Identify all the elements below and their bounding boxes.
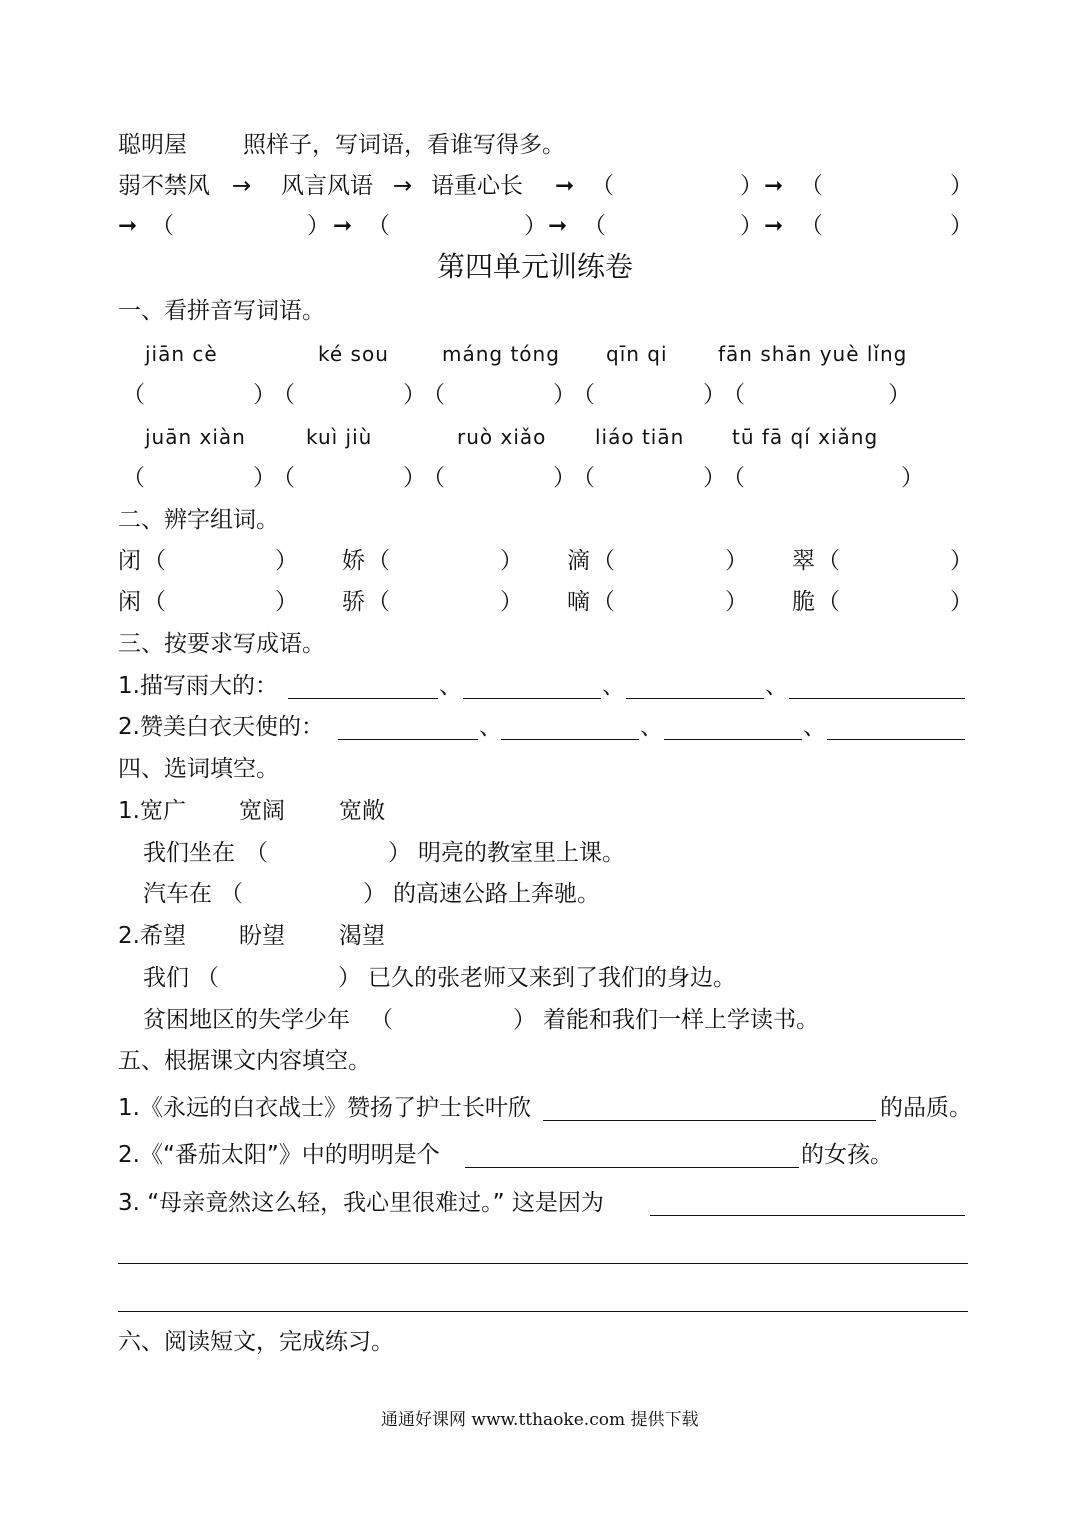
answer-line[interactable] (827, 739, 965, 740)
pinyin: fān shān yuè lǐng (718, 342, 908, 366)
sentence-text: 贫困地区的失学少年 (143, 1007, 350, 1033)
paren-open: （ (572, 382, 595, 408)
pinyin: máng tóng (442, 342, 560, 366)
paren-open: （ (592, 548, 615, 574)
paren-open: （ (122, 465, 145, 491)
paren-open: （ (800, 173, 823, 199)
paren-open: （ (422, 382, 445, 408)
challenge-instruction: 照样子，写词语，看谁写得多。 (243, 132, 565, 158)
paren-close: ） (950, 589, 973, 615)
char: 滴 (567, 548, 590, 574)
paren-open: （ (800, 213, 823, 239)
paren-open: （ (245, 840, 268, 866)
paren-close: ） (703, 465, 726, 491)
paren-open: （ (367, 213, 390, 239)
paren-close: ） (950, 173, 973, 199)
paren-close: ） (307, 213, 330, 239)
sentence-text: 着能和我们一样上学读书。 (543, 1007, 819, 1033)
fill-question-2-end: 的女孩。 (801, 1142, 893, 1168)
paren-close: ） (338, 965, 361, 991)
paren-close: ） (740, 213, 763, 239)
page-title: 第四单元训练卷 (437, 250, 634, 283)
idiom-question-1: 1.描写雨大的： (118, 673, 278, 699)
paren-close: ） (513, 1007, 536, 1033)
paren-close: ） (253, 465, 276, 491)
char: 脆 (792, 589, 815, 615)
separator: 、 (479, 714, 502, 740)
separator: 、 (602, 673, 625, 699)
word-option: 渴望 (339, 923, 385, 949)
paren-open: （ (367, 548, 390, 574)
paren-open: （ (722, 382, 745, 408)
paren-close: ） (725, 548, 748, 574)
answer-line[interactable] (543, 1120, 876, 1121)
sentence-text: 我们坐在 (143, 840, 235, 866)
sentence-text: 我们 (143, 965, 189, 991)
char: 娇 (342, 548, 365, 574)
paren-close: ） (888, 382, 911, 408)
section-4-heading: 四、选词填空。 (118, 756, 279, 782)
challenge-label: 聪明屋 (118, 132, 187, 158)
paren-open: （ (722, 465, 745, 491)
bold-arrow: ➞ (764, 213, 784, 239)
sentence-text: 的高速公路上奔驰。 (393, 881, 600, 907)
word-group-1-label: 1.宽广 (118, 798, 186, 824)
pinyin: jiān cè (145, 342, 218, 366)
pinyin: liáo tiān (595, 425, 685, 449)
paren-close: ） (553, 465, 576, 491)
answer-line[interactable] (338, 739, 478, 740)
word-group-2-label: 2.希望 (118, 923, 186, 949)
answer-line[interactable] (118, 1311, 968, 1312)
bold-arrow: ➞ (118, 213, 138, 239)
paren-close: ） (950, 548, 973, 574)
paren-open: （ (151, 213, 174, 239)
paren-open: （ (817, 548, 840, 574)
thin-arrow: → (393, 173, 413, 199)
paren-close: ） (725, 589, 748, 615)
paren-close: ） (388, 840, 411, 866)
pinyin: juān xiàn (145, 425, 246, 449)
paren-close: ） (403, 465, 426, 491)
bold-arrow: ➞ (548, 213, 568, 239)
paren-open: （ (572, 465, 595, 491)
answer-line[interactable] (664, 739, 802, 740)
footer-credit: 通通好课网 www.tthaoke.com 提供下载 (381, 1410, 699, 1430)
char: 翠 (792, 548, 815, 574)
bold-arrow: ➞ (333, 213, 353, 239)
paren-close: ） (524, 213, 547, 239)
sentence-text: 明亮的教室里上课。 (418, 840, 625, 866)
pinyin: ruò xiǎo (457, 425, 547, 449)
paren-open: （ (592, 589, 615, 615)
section-5-heading: 五、根据课文内容填空。 (118, 1048, 371, 1074)
pinyin: qīn qi (606, 342, 668, 366)
paren-open: （ (272, 465, 295, 491)
bold-arrow: ➞ (764, 173, 784, 199)
fill-question-2: 2.《“番茄太阳”》中的明明是个 (118, 1142, 440, 1168)
idiom-question-2: 2.赞美白衣天使的： (118, 714, 324, 740)
paren-open: （ (272, 382, 295, 408)
answer-line[interactable] (650, 1215, 965, 1216)
paren-close: ） (275, 589, 298, 615)
section-6-heading: 六、阅读短文，完成练习。 (118, 1329, 394, 1355)
paren-close: ） (403, 382, 426, 408)
paren-open: （ (122, 382, 145, 408)
section-3-heading: 三、按要求写成语。 (118, 631, 325, 657)
paren-open: （ (422, 465, 445, 491)
chain-word-1: 弱不禁风 (118, 173, 210, 199)
answer-line[interactable] (118, 1263, 968, 1264)
answer-line[interactable] (463, 698, 601, 699)
answer-line[interactable] (465, 1167, 799, 1168)
paren-open: （ (817, 589, 840, 615)
paren-open: （ (583, 213, 606, 239)
chain-word-3: 语重心长 (431, 173, 523, 199)
bold-arrow: ➞ (555, 173, 575, 199)
paren-close: ） (500, 548, 523, 574)
paren-open: （ (143, 589, 166, 615)
word-option: 宽阔 (239, 798, 285, 824)
fill-question-1: 1.《永远的白衣战士》赞扬了护士长叶欣 (118, 1095, 531, 1121)
paren-open: （ (591, 173, 614, 199)
answer-line[interactable] (501, 739, 639, 740)
paren-close: ） (500, 589, 523, 615)
fill-question-1-end: 的品质。 (880, 1095, 972, 1121)
word-option: 盼望 (239, 923, 285, 949)
sentence-text: 汽车在 (143, 881, 212, 907)
separator: 、 (765, 673, 788, 699)
paren-close: ） (275, 548, 298, 574)
pinyin: ké sou (318, 342, 389, 366)
answer-line[interactable] (789, 698, 965, 699)
chain-word-2: 风言风语 (281, 173, 373, 199)
section-2-heading: 二、辨字组词。 (118, 507, 279, 533)
char: 闭 (118, 548, 141, 574)
paren-close: ） (950, 213, 973, 239)
paren-open: （ (143, 548, 166, 574)
paren-close: ） (703, 382, 726, 408)
pinyin: tū fā qí xiǎng (732, 425, 879, 449)
separator: 、 (439, 673, 462, 699)
sentence-text: 已久的张老师又来到了我们的身边。 (368, 965, 736, 991)
paren-open: （ (220, 881, 243, 907)
char: 闲 (118, 589, 141, 615)
word-option: 宽敞 (339, 798, 385, 824)
paren-close: ） (553, 382, 576, 408)
thin-arrow: → (232, 173, 252, 199)
paren-open: （ (370, 1007, 393, 1033)
separator: 、 (640, 714, 663, 740)
paren-open: （ (367, 589, 390, 615)
section-1-heading: 一、看拼音写词语。 (118, 298, 325, 324)
paren-close: ） (363, 881, 386, 907)
paren-close: ） (253, 382, 276, 408)
answer-line[interactable] (626, 698, 764, 699)
paren-close: ） (901, 465, 924, 491)
answer-line[interactable] (288, 698, 438, 699)
fill-question-3: 3. “母亲竟然这么轻，我心里很难过。” 这是因为 (118, 1190, 604, 1216)
separator: 、 (803, 714, 826, 740)
pinyin: kuì jiù (306, 425, 373, 449)
paren-open: （ (196, 965, 219, 991)
char: 骄 (342, 589, 365, 615)
char: 嘀 (567, 589, 590, 615)
paren-close: ） (740, 173, 763, 199)
